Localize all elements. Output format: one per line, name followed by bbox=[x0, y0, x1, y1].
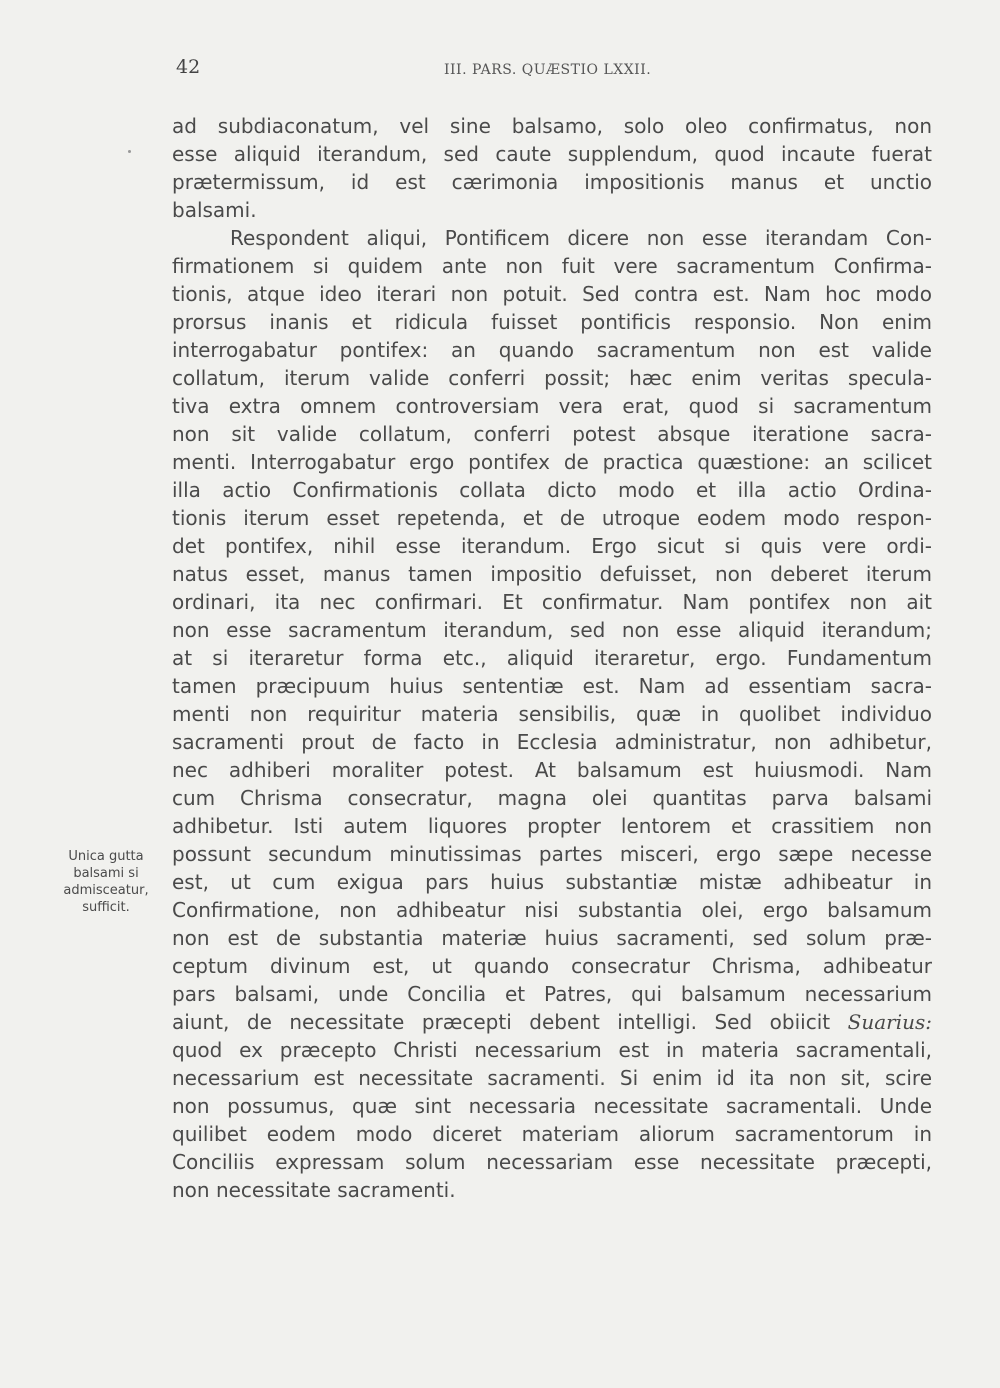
text-line: Confirmatione, non adhibeatur nisi substantia olei, ergo balsamum bbox=[172, 898, 932, 922]
text-line: prætermissum, id est cærimonia impositionis manus et unctio bbox=[172, 170, 932, 194]
margin-note bbox=[56, 848, 156, 916]
running-title: III. PARS. QUÆSTIO LXXII. bbox=[444, 62, 652, 78]
text-line: at si iteraretur forma etc., aliquid iteraretur, ergo. Fundamentum bbox=[172, 646, 932, 670]
text-line: ad subdiaconatum, vel sine balsamo, solo oleo confirmatus, non bbox=[172, 114, 932, 138]
text-line: quilibet eodem modo diceret materiam aliorum sacramentorum in bbox=[172, 1122, 932, 1146]
author-name-suarius: Suarius: bbox=[847, 1010, 932, 1034]
text-line: Respondent aliqui, Pontificem dicere non esse iterandam Con- bbox=[230, 226, 932, 250]
text-line: non sit valide collatum, conferri potest absque iteratione sacra- bbox=[172, 422, 932, 446]
page-number: 42 bbox=[176, 56, 201, 78]
text-line: tionis, atque ideo iterari non potuit. Sed contra est. Nam hoc modo bbox=[172, 282, 932, 306]
text-line bbox=[172, 1008, 932, 1036]
text-line: balsami. bbox=[172, 198, 257, 222]
body-text bbox=[172, 112, 932, 1204]
text-line: non esse sacramentum iterandum, sed non esse aliquid iterandum; bbox=[172, 618, 932, 642]
margin-note-line: Unica gutta bbox=[68, 849, 144, 864]
text-line: menti. Interrogabatur ergo pontifex de practica quæstione: an scilicet bbox=[172, 450, 932, 474]
text-line: adhibetur. Isti autem liquores propter lentorem et crassitiem non bbox=[172, 814, 932, 838]
text-line: natus esset, manus tamen impositio defuisset, non deberet iterum bbox=[172, 562, 932, 586]
text-line: illa actio Confirmationis collata dicto modo et illa actio Ordina- bbox=[172, 478, 932, 502]
text-line: ceptum divinum est, ut quando consecratur Chrisma, adhibeatur bbox=[172, 954, 932, 978]
text-line: possunt secundum minutissimas partes misceri, ergo sæpe necesse bbox=[172, 842, 932, 866]
text-line: firmationem si quidem ante non fuit vere sacramentum Confirma- bbox=[172, 254, 932, 278]
margin-note-line: sufficit. bbox=[82, 900, 130, 915]
text-line: menti non requiritur materia sensibilis, quæ in quolibet individuo bbox=[172, 702, 932, 726]
text-line: pars balsami, unde Concilia et Patres, qui balsamum necessarium bbox=[172, 982, 932, 1006]
text-line: Conciliis expressam solum necessariam esse necessitate præcepti, bbox=[172, 1150, 932, 1174]
margin-note-line: admisceatur, bbox=[63, 883, 149, 898]
text-line: interrogabatur pontifex: an quando sacramentum non est valide bbox=[172, 338, 932, 362]
text-line: quod ex præcepto Christi necessarium est in materia sacramentali, bbox=[172, 1038, 932, 1062]
text-line: sacramenti prout de facto in Ecclesia administratur, non adhibetur, bbox=[172, 730, 932, 754]
text-line: non necessitate sacramenti. bbox=[172, 1178, 456, 1202]
text-line: tiva extra omnem controversiam vera erat, quod si sacramentum bbox=[172, 394, 932, 418]
margin-dot-mark bbox=[128, 150, 131, 153]
text-line: non possumus, quæ sint necessaria necessitate sacramentali. Unde bbox=[172, 1094, 932, 1118]
text-line: det pontifex, nihil esse iterandum. Ergo sicut si quis vere ordi- bbox=[172, 534, 932, 558]
text-line: necessarium est necessitate sacramenti. Si enim id ita non sit, scire bbox=[172, 1066, 932, 1090]
text-line: cum Chrisma consecratur, magna olei quantitas parva balsami bbox=[172, 786, 932, 810]
text-line: tionis iterum esset repetenda, et de utroque eodem modo respon- bbox=[172, 506, 932, 530]
text-line: est, ut cum exigua pars huius substantiæ mistæ adhibeatur in bbox=[172, 870, 932, 894]
text-line: prorsus inanis et ridicula fuisset pontificis responsio. Non enim bbox=[172, 310, 932, 334]
text-line: collatum, iterum valide conferri possit; hæc enim veritas specula- bbox=[172, 366, 932, 390]
text-line: tamen præcipuum huius sententiæ est. Nam ad essentiam sacra- bbox=[172, 674, 932, 698]
text-line: esse aliquid iterandum, sed caute supplendum, quod incaute fuerat bbox=[172, 142, 932, 166]
text-line: nec adhiberi moraliter potest. At balsamum est huiusmodi. Nam bbox=[172, 758, 932, 782]
margin-note-line: balsami si bbox=[73, 866, 139, 881]
text-segment: aiunt, de necessitate præcepti debent intelligi. Sed obiicit bbox=[172, 1010, 831, 1034]
text-line: non est de substantia materiæ huius sacramenti, sed solum præ- bbox=[172, 926, 932, 950]
text-line: ordinari, ita nec confirmari. Et confirmatur. Nam pontifex non ait bbox=[172, 590, 932, 614]
